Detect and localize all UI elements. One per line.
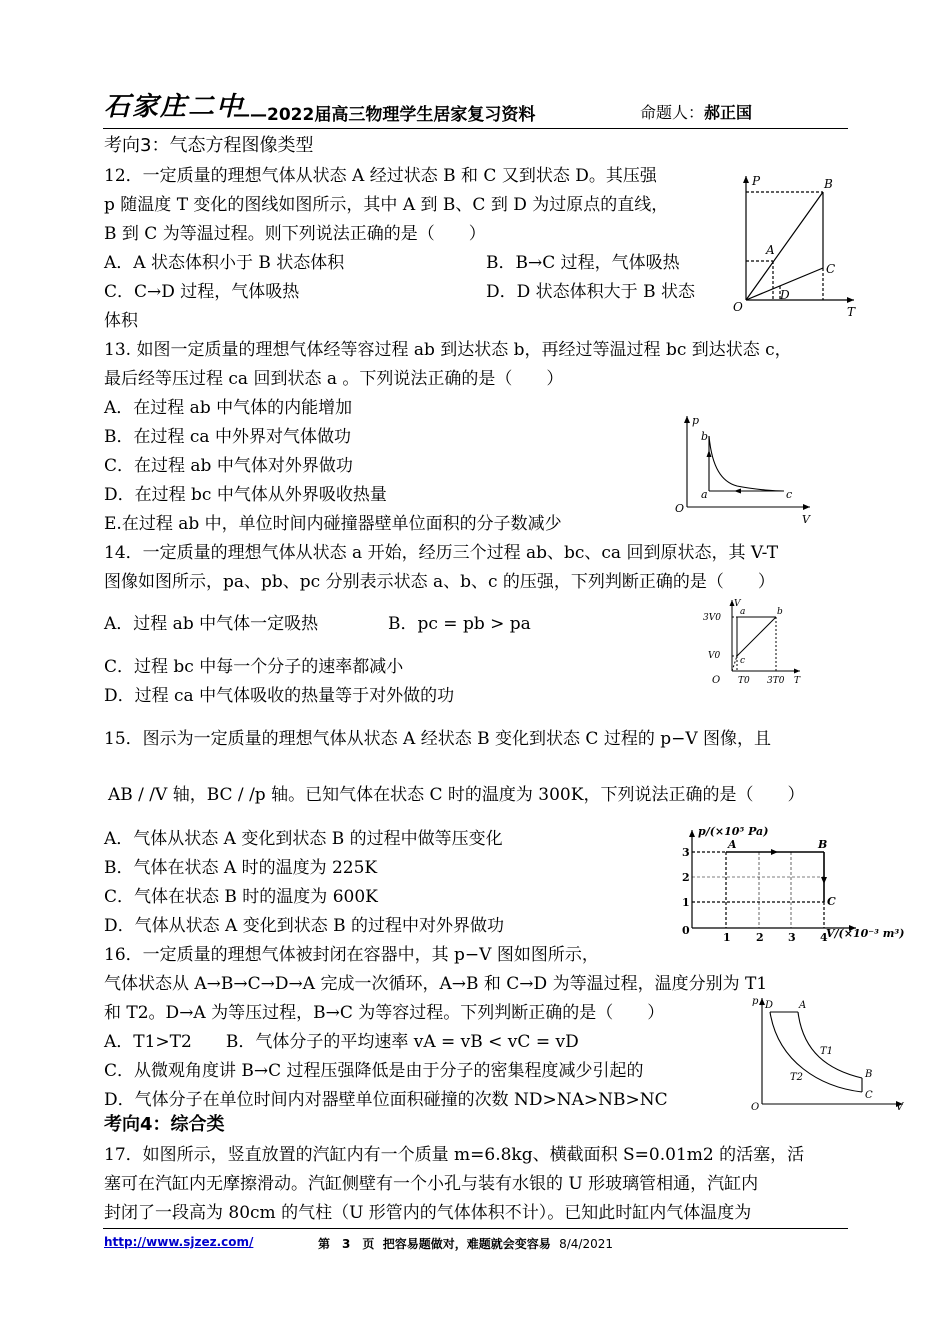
q16-line-2: 气体状态从 A→B→C→D→A 完成一次循环，A→B 和 C→D 为等温过程，温度分别为 T1 [104,974,768,994]
q15-option-d: D．气体从状态 A 变化到状态 B 的过程中对外界做功 [104,916,505,936]
document-title: ——2022届高三物理学生居家复习资料 [233,105,536,125]
fig12-label-o: O [733,300,743,314]
fig16-label-a: A [799,1000,807,1011]
fig16-label-v: V [896,1102,904,1113]
fig13-curve-bc [709,436,784,491]
author-label: 命题人： [640,103,705,122]
fig14-label-b: b [777,607,783,617]
fig15-xtick-1: 1 [723,931,731,944]
fig15-xtick-4: 4 [820,931,828,944]
q14-option-d: D．过程 ca 中气体吸收的热量等于对外做的功 [104,686,455,706]
q13-line-2: 最后经等压过程 ca 回到状态 a 。下列说法正确的是（ ） [104,369,564,389]
author-name: 郝正国 [704,103,753,122]
figure-16-pV-cycle [748,992,908,1114]
fig12-label-b: B [824,177,833,191]
fig12-label-a: A [766,243,775,257]
fig15-label-a: A [728,838,737,851]
fig12-label-p: P [752,174,761,188]
q17-line-3: 封闭了一段高为 80cm 的气柱（U 形管内的气体体积不计）。已知此时缸内气体温度为 [104,1203,752,1223]
figure-13-pV-graph [672,410,817,528]
footer-rule [103,1228,848,1229]
fig15-xtick-2: 2 [756,931,764,944]
q13-option-d: D．在过程 bc 中气体从外界吸收热量 [104,485,387,505]
q17-line-1: 17．如图所示，竖直放置的汽缸内有一个质量 m=6.8kg、横截面积 S=0.01m2 的活塞，活 [104,1145,805,1165]
fig15-ytick-2: 2 [682,871,690,884]
author [640,100,752,123]
q12-option-d-cont: 体积 [104,311,138,331]
fig16-curve-cd-t2 [770,1012,862,1092]
q12-option-b: B．B→C 过程，气体吸热 [486,253,680,273]
fig16-label-b: B [865,1069,873,1080]
q13-line-1: 13. 如图一定质量的理想气体经等容过程 ab 到达状态 b，再经过等温过程 bc 到达状态 c， [104,340,792,360]
fig14-label-a: a [740,607,746,617]
footer [104,1235,253,1249]
fig12-label-t: T [847,305,856,319]
fig16-label-t2: T2 [790,1072,804,1083]
q16-line-1: 16．一定质量的理想气体被封闭在容器中，其 p−V 图如图所示， [104,945,599,965]
footer-motto: 把容易题做对，难题就会变容易 [382,1237,551,1251]
fig15-ylabel: p/(×10⁵ Pa) [698,825,769,838]
q12-line-3: B 到 C 为等温过程。则下列说法正确的是（ ） [104,224,486,244]
fig16-curve-ab-t1 [798,1012,862,1078]
q14-line-2: 图像如图所示，pa、pb、pc 分别表示状态 a、b、c 的压强，下列判断正确的是（ ） [104,572,775,592]
footer-date: 8/4/2021 [559,1237,613,1251]
header-rule [103,128,848,129]
fig16-label-d: D [765,1000,774,1011]
fig13-label-p: p [692,414,700,427]
fig14-label-t: T [794,676,801,686]
fig14-line-bc [737,617,776,656]
q15-line-2: AB / /V 轴，BC / /p 轴。已知气体在状态 C 时的温度为 300K，下列说法正确的是（ ） [108,785,805,805]
q16-option-c: C．从微观角度讲 B→C 过程压强降低是由于分子的密集程度减少引起的 [104,1061,644,1081]
fig13-label-c: c [786,488,793,501]
fig13-label-a: a [701,488,708,501]
q16-line-3: 和 T2。D→A 为等压过程，B→C 为等容过程。下列判断正确的是（ ） [104,1003,665,1023]
footer-page-number: 第 3 页 [318,1237,375,1251]
q13-option-c: C．在过程 ab 中气体对外界做功 [104,456,353,476]
fig15-ytick-1: 1 [682,896,690,909]
q13-option-b: B．在过程 ca 中外界对气体做功 [104,427,351,447]
school-logo: 石家庄二中 [104,92,245,122]
q15-option-a: A．气体从状态 A 变化到状态 B 的过程中做等压变化 [104,829,503,849]
fig14-tick-3v0: 3V0 [703,613,721,623]
fig16-label-p: p [752,996,759,1007]
section-heading-3: 考向3：气态方程图像类型 [104,135,314,156]
q15-option-c: C．气体在状态 B 时的温度为 600K [104,887,378,907]
fig16-label-c: C [865,1090,873,1101]
fig14-tick-3t0: 3T0 [767,676,785,686]
q15-option-b: B．气体在状态 A 时的温度为 225K [104,858,378,878]
q14-option-a: A．过程 ab 中气体一定吸热 [104,614,319,634]
fig12-label-c: C [826,262,836,276]
q14-option-b: B．pc = pb > pa [388,614,531,634]
fig13-label-o: O [675,502,685,515]
fig14-label-v: V [734,599,741,609]
q12-line-1: 12．一定质量的理想气体从状态 A 经过状态 B 和 C 又到状态 D。其压强 [104,166,657,186]
q14-line-1: 14．一定质量的理想气体从状态 a 开始，经历三个过程 ab、bc、ca 回到原状态，其 V-T [104,543,779,563]
fig13-label-v: V [802,513,810,526]
fig15-ytick-3: 3 [682,846,690,859]
fig14-tick-t0: T0 [738,676,750,686]
fig15-label-c: C [827,895,836,908]
figure-14-VT-graph [700,596,805,688]
fig14-label-o: O [712,675,721,686]
footer-url-link[interactable]: http://www.sjzez.com/ [104,1235,254,1249]
footer-page-info [318,1235,613,1252]
q12-line-2: p 随温度 T 变化的图线如图所示，其中 A 到 B、C 到 D 为过原点的直线， [104,195,669,215]
q13-option-e: E.在过程 ab 中，单位时间内碰撞器壁单位面积的分子数减少 [104,514,562,534]
q12-option-c: C．C→D 过程，气体吸热 [104,282,300,302]
fig15-xlabel: V/(×10⁻³ m³) [826,927,905,940]
q12-option-a: A．A 状态体积小于 B 状态体积 [104,253,345,273]
figure-15-pV-graph [678,824,910,944]
fig12-label-d: D [780,288,790,302]
figure-12-pT-graph [730,168,860,320]
fig16-label-t1: T1 [820,1046,834,1057]
q15-line-1: 15．图示为一定质量的理想气体从状态 A 经状态 B 变化到状态 C 过程的 p−V 图像，且 [104,729,772,749]
q16-option-ab: A．T1>T2 B．气体分子的平均速率 vA = vB < vC = vD [104,1032,579,1052]
q16-option-d: D．气体分子在单位时间内对器壁单位面积碰撞的次数 ND>NA>NB>NC [104,1090,668,1110]
q14-option-c: C．过程 bc 中每一个分子的速率都减小 [104,657,404,677]
fig15-label-b: B [818,838,828,851]
q12-option-d: D．D 状态体积大于 B 状态 [486,282,695,302]
fig14-tick-v0: V0 [708,651,721,661]
fig14-label-c: c [740,656,746,666]
q17-line-2: 塞可在汽缸内无摩擦滑动。汽缸侧壁有一个小孔与装有水银的 U 形玻璃管相通，汽缸内 [104,1174,759,1194]
q13-option-a: A．在过程 ab 中气体的内能增加 [104,398,353,418]
fig15-xtick-3: 3 [788,931,796,944]
fig15-origin: 0 [682,924,690,937]
section-heading-4: 考向4：综合类 [104,1114,225,1135]
fig16-label-o: O [751,1102,760,1113]
fig13-label-b: b [701,430,709,443]
